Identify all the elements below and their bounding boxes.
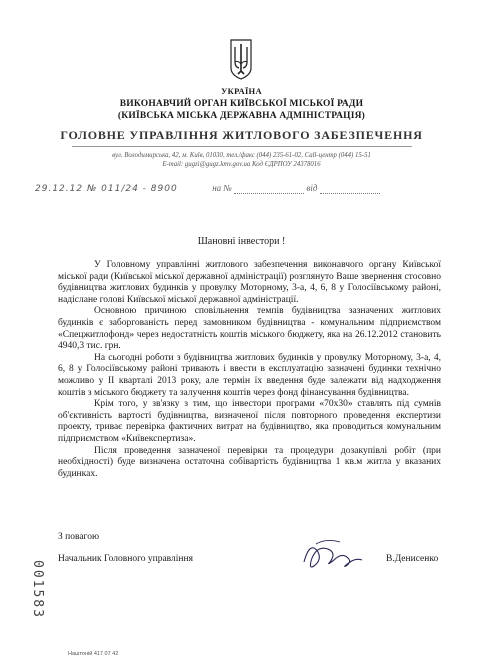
from-label: від — [306, 183, 318, 193]
paragraph: Після проведення зазначеної перевірки та процедури дозакупівлі робіт (при необхідності) буде визначена остаточна собівартість будівництва 1 кв.м житла у вказаних будинках. — [58, 445, 441, 479]
signature-image — [296, 532, 368, 576]
reference-line — [35, 183, 380, 194]
serial-number-text: 001583 — [30, 560, 45, 619]
header-divider — [72, 146, 412, 147]
closing-phrase: З повагою — [58, 532, 100, 542]
organization-name: ВИКОНАВЧИЙ ОРГАН КИЇВСЬКОЇ МІСЬКОЇ РАДИ — [119, 99, 364, 109]
department-name: ГОЛОВНЕ УПРАВЛІННЯ ЖИТЛОВОГО ЗАБЕЗПЕЧЕННЯ — [60, 128, 423, 142]
footer-code: Наштоній 417 07 42 — [68, 651, 119, 657]
serial-number — [31, 560, 51, 635]
paragraph: Основною причиною сповільнення темпів будівництва зазначених житлових будинків є заборгованість перед замовником будівництва - комунальним підприємством «Спецжитлофонд» через недостатність коштів міського бюджету, яка на 26.12.2012 становить 4940,3 тис. грн. — [58, 306, 441, 352]
on-number-label: на № — [212, 183, 232, 193]
outgoing-reference: 29.12.12 № 011/24 - 8900 — [35, 184, 178, 194]
signer-position: Начальник Головного управління — [58, 554, 193, 564]
paragraph: У Головному управлінні житлового забезпечення виконавчого органу Київської міської ради (Київської міської державної адміністрації) розглянуто Ваше звернення стосовно будівництва житлових будинків у провулку Моторному, 3-а, 4, 6, 8 у Голосіївському районі, надіслане голові Київської міської державної адміністрації. — [58, 260, 441, 305]
contact-line: E-mail: gugzi@gugz.kmv.gov.ua Код ЄДРПОУ 24378016 — [162, 161, 321, 168]
paragraph: Крім того, у зв'язку з тим, що інвестори програми «70х30» ставлять під сумнів об'єктивність вартості будівництва, визначеної після повторного проведення експертизи проекту, триває перевірка фактичних витрат на будівництво, яка проводиться комунальним підприємством «Київекспертиза». — [58, 399, 441, 444]
on-number-blank — [234, 183, 304, 194]
greeting: Шановні інвестори ! — [197, 236, 286, 247]
country-title: УКРАЇНА — [221, 86, 262, 96]
signer-name: В.Денисенко — [386, 554, 439, 564]
address-line: вул. Володимирська, 42, м. Київ, 01030, тел./факс (044) 235-61-02, Call-центр (044) 15-51 — [112, 152, 371, 159]
paragraph: На сьогодні роботи з будівництва житлових будинків у провулку Моторному, 3-а, 4, 6, 8 у Голосіївському районі тривають і ввести в експлуатацію зазначені будинки технічно можливо у ІІ кварталі 2013 року, але термін їх введення буде залежати від надходження коштів з міського бюджету та залучення коштів через фонд фінансування будівництва. — [58, 352, 441, 398]
coat-of-arms-icon — [229, 38, 253, 80]
organization-subtitle: (КИЇВСЬКА МІСЬКА ДЕРЖАВНА АДМІНІСТРАЦІЯ) — [117, 111, 366, 121]
from-date-blank — [320, 183, 380, 194]
letter-body — [58, 260, 441, 480]
